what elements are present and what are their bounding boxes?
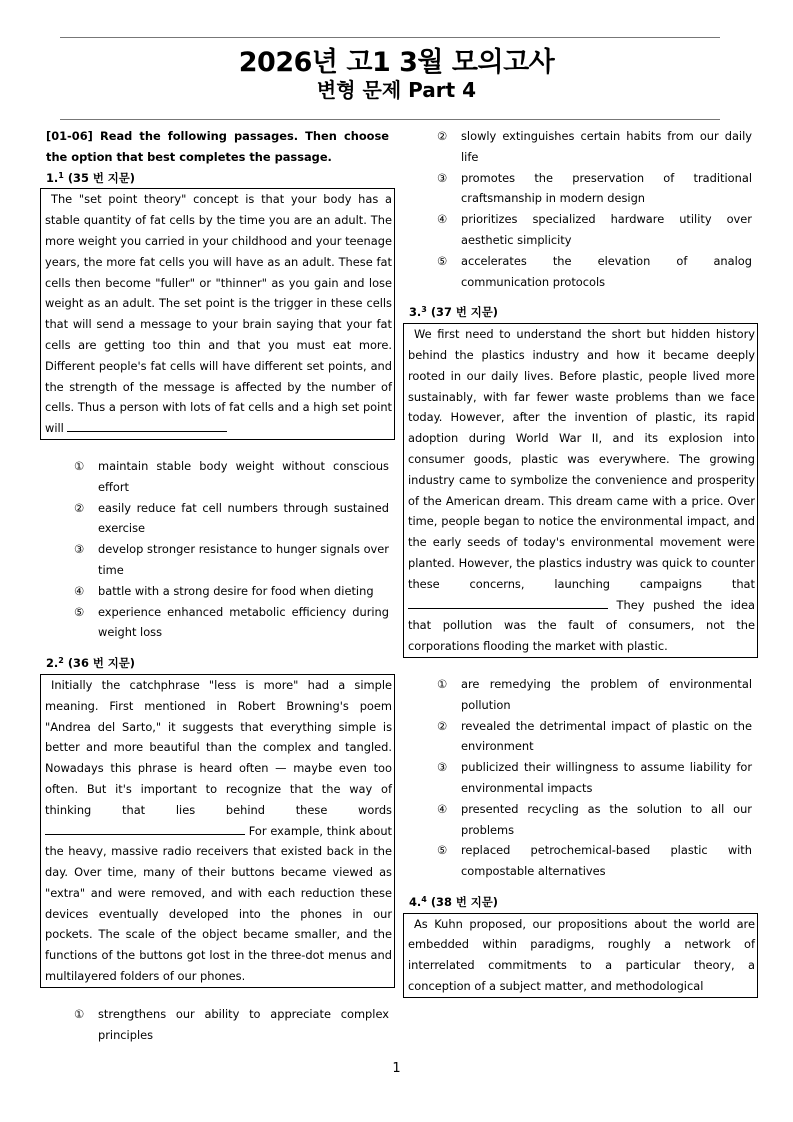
option[interactable]: ③ promotes the preservation of traditional craftsmanship in modern design	[437, 170, 752, 206]
option[interactable]: ⑤ experience enhanced metabolic efficiency during weight loss	[74, 604, 389, 640]
footnote-ref: 1	[58, 170, 64, 180]
question-number: 2.	[46, 656, 59, 671]
option[interactable]: ⑤ accelerates the elevation of analog communication protocols	[437, 253, 752, 289]
option[interactable]: ④ prioritizes specialized hardware utility over aesthetic simplicity	[437, 212, 752, 247]
passage-text: Initially the catchphrase "less is more" had a simple meaning. First mentioned in Robert Browning's poem "Andrea del Sarto," it suggests that everything simple is better and more beautiful than the complex and tangled. Nowadays this phrase is heard often — maybe even too often. But it's important to recognize that the way of thinking that lies behind these words	[45, 677, 392, 817]
question-source: (35 번 지문)	[67, 170, 136, 185]
footnote-ref: 2	[58, 656, 64, 666]
instructions: [01-06] Read the following passages. Then choose the option that best completes the passage.	[46, 129, 389, 164]
option[interactable]: ② revealed the detrimental impact of plastic on the environment	[437, 718, 752, 754]
question-source: (38 번 지문)	[430, 894, 499, 909]
question-3-passage	[403, 323, 758, 658]
right-column	[408, 126, 755, 998]
footnote-ref: 3	[421, 305, 427, 315]
answer-blank	[408, 596, 608, 609]
answer-blank	[45, 822, 245, 835]
option[interactable]: ① are remedying the problem of environmental pollution	[437, 676, 752, 712]
option[interactable]: ③ develop stronger resistance to hunger signals over time	[74, 542, 389, 577]
question-source: (37 번 지문)	[430, 305, 499, 320]
question-4-header	[409, 892, 752, 913]
passage-text: The "set point theory" concept is that your body has a stable quantity of fat cells by the time you are an adult. The more weight you carried in your childhood and your teenage years, the more fat cells you will have as an adult. These fat cells then become "fuller" or "thinner" as you gain and lose weight as an adult. The set point is the trigger in these cells that will send a message to your brain saying that your fat cells are getting too thin and that you must eat more. Different people's fat cells will have different set points, and the strength of the message is affected by the number of cells. Thus a person with lots of fat cells and a high set point will	[45, 192, 392, 436]
passage-text: For example, think about the heavy, massive radio receivers that existed back in the day. Over time, many of their buttons became viewed as "extra" and were removed, and with each reduction these devices eventually developed into the phones in our pockets. The scale of the object became smaller, and the functions of the buttons got lost in the three-dot menus and multilayered folders of our phones.	[45, 823, 393, 984]
option[interactable]: ④ presented recycling as the solution to all our problems	[437, 801, 752, 837]
page-subtitle: 변형 문제 Part 4	[316, 78, 477, 102]
passage-text: We first need to understand the short but hidden history behind the plastics industry and how it became deeply rooted in our daily lives. Before plastic, people lived more sustainably, with far fewer waste problems than we face today. However, after the invention of plastic, its rapid adoption during World War II, and its explosion into consumer goods, plastic was everywhere. The growing industry came to symbolize the convenience and prosperity of the American dream. This dream came with a price. Over time, people began to notice the environmental impact, and the early seeds of today's environmental movement were planted. However, the plastics industry was quick to counter these concerns, launching campaigns that	[408, 327, 755, 591]
page-title: 2026년 고1 3월 모의고사	[238, 47, 555, 78]
question-number: 3.	[409, 305, 422, 320]
option[interactable]: ② easily reduce fat cell numbers through sustained exercise	[74, 500, 389, 536]
question-number: 1.	[46, 170, 59, 185]
question-4-passage	[403, 913, 758, 998]
left-column	[45, 126, 393, 1045]
passage-text: They pushed the idea that pollution was the fault of consumers, not the corporations flooding the market with plastic.	[408, 597, 755, 654]
answer-blank	[67, 419, 227, 432]
question-3-options	[409, 674, 752, 882]
question-2-options	[46, 1004, 389, 1046]
page-number: 1	[392, 1061, 401, 1076]
footnote-ref: 4	[421, 894, 427, 904]
question-2-header	[46, 653, 389, 674]
option[interactable]: ① maintain stable body weight without conscious effort	[74, 458, 389, 494]
question-1-header	[46, 168, 389, 189]
option[interactable]: ④ battle with a strong desire for food when dieting	[74, 583, 374, 598]
top-rule	[60, 37, 720, 38]
option[interactable]: ② slowly extinguishes certain habits from our daily life	[437, 129, 752, 164]
passage-text: As Kuhn proposed, our propositions about the world are embedded within paradigms, roughly a network of interrelated commitments to a particular theory, a conception of a subject matter, and methodological	[408, 916, 755, 994]
question-1-options	[46, 456, 389, 643]
question-2-options-continued	[409, 105, 752, 292]
question-3-header	[409, 302, 752, 323]
question-number: 4.	[409, 894, 422, 909]
option[interactable]: ⑤ replaced petrochemical-based plastic with compostable alternatives	[437, 843, 752, 879]
question-source: (36 번 지문)	[67, 656, 136, 671]
question-2-passage	[40, 674, 395, 988]
option[interactable]: ① strengthens our ability to appreciate complex principles	[74, 1006, 389, 1042]
option[interactable]: ③ publicized their willingness to assume liability for environmental impacts	[437, 760, 752, 795]
question-1-passage	[40, 188, 395, 440]
